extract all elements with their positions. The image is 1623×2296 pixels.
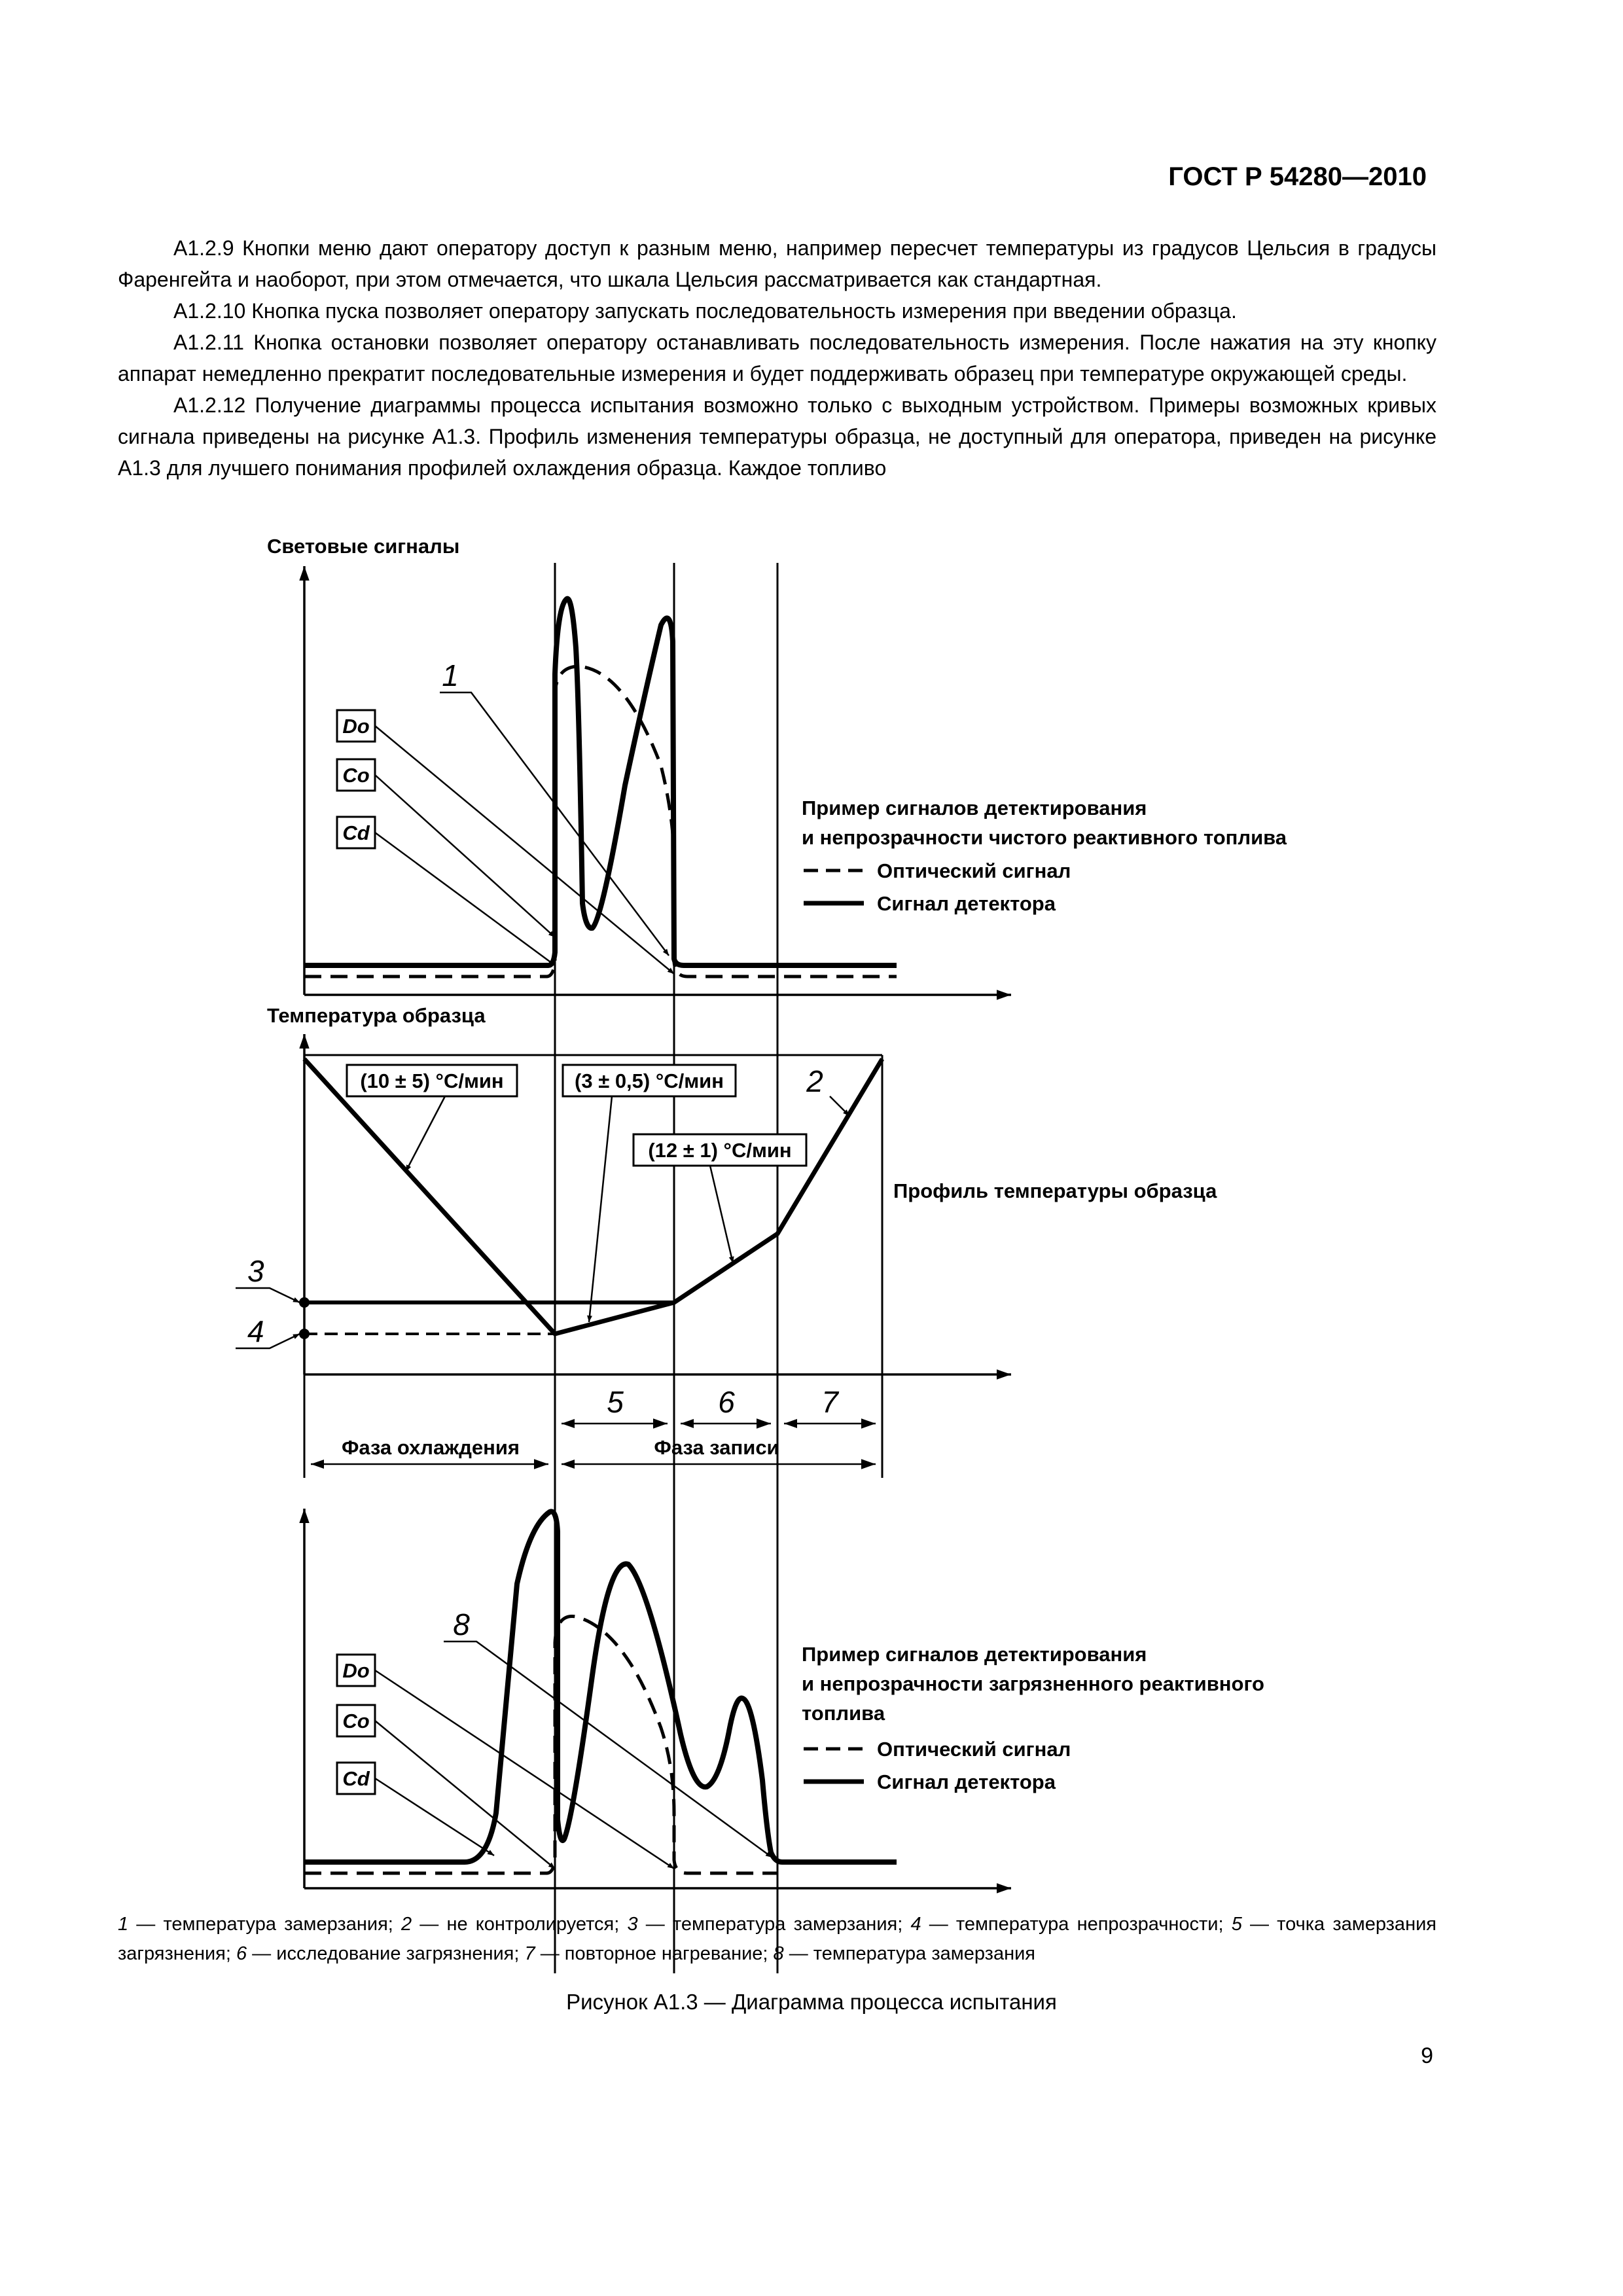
svg-text:Do: Do <box>342 1659 370 1682</box>
key-text: — исследование загрязнения; <box>247 1943 525 1964</box>
rate-box-heating <box>633 1134 806 1166</box>
axis-label-light-signals: Световые сигналы <box>267 535 460 558</box>
key-text: — температура замерзания <box>783 1943 1036 1964</box>
legend-optical: Оптический сигнал <box>877 859 1071 882</box>
page-number: 9 <box>1421 2043 1433 2068</box>
paragraph: А1.2.10 Кнопка пуска позволяет оператору запускать последовательность измерения при введении образца. <box>173 299 1237 323</box>
phase-recording-label: Фаза записи <box>654 1436 779 1459</box>
rate-box-cooling <box>347 1065 517 1096</box>
legend-optical: Оптический сигнал <box>877 1738 1071 1761</box>
rate-box-slow <box>563 1065 736 1096</box>
key-text: — температура непрозрачности; <box>921 1914 1232 1935</box>
phase-number-6: 6 <box>718 1385 735 1419</box>
key-number: 1 <box>118 1914 129 1935</box>
middle-panel <box>236 1004 1217 1464</box>
legend-title: Пример сигналов детектирования <box>802 797 1147 819</box>
tag-co <box>337 1705 375 1736</box>
key-text: — не контролируется; <box>412 1914 628 1935</box>
phase-cooling-label: Фаза охлаждения <box>341 1436 520 1459</box>
legend-detector: Сигнал детектора <box>877 892 1056 915</box>
bottom-panel <box>304 1509 1264 1888</box>
callout-4: 4 <box>247 1314 264 1348</box>
phase-guide-lines <box>304 563 882 1973</box>
tag-cd <box>337 817 375 848</box>
key-text: — повторное нагревание; <box>535 1943 774 1964</box>
legend-title: Пример сигналов детектирования <box>802 1643 1147 1666</box>
svg-text:(3 ± 0,5) °С/мин: (3 ± 0,5) °С/мин <box>575 1069 724 1092</box>
key-text: — температура замерзания; <box>128 1914 401 1935</box>
legend-title: и непрозрачности чистого реактивного топлива <box>802 826 1287 849</box>
temperature-profile-curve <box>304 1059 882 1334</box>
figure-key <box>118 1910 1436 1969</box>
key-text: — температура замерзания; <box>637 1914 911 1935</box>
figure-caption: Рисунок А1.3 — Диаграмма процесса испытания <box>566 1990 1057 2014</box>
pointer-4 <box>236 1334 300 1348</box>
callout-1: 1 <box>442 658 459 692</box>
key-number: 4 <box>910 1914 921 1935</box>
legend-title: и непрозрачности загрязненного реактивного <box>802 1672 1264 1695</box>
svg-text:Cd: Cd <box>342 1767 370 1790</box>
callout-2: 2 <box>806 1064 823 1098</box>
tag-co <box>337 759 375 791</box>
callout-3: 3 <box>247 1254 264 1288</box>
key-number: 8 <box>773 1943 784 1964</box>
pointer-3 <box>236 1288 300 1302</box>
paragraph: А1.2.12 Получение диаграммы процесса испытания возможно только с выходным устройством. Примеры возможных кривых сигнала приведены на рисунке А1.3. Профиль изменения температуры образца, не доступный для оператора, приведен на рисунке А1.3 для лучшего понимания профилей охлаждения образца. Каждое топливо <box>118 393 1436 480</box>
svg-text:Co: Co <box>342 764 370 787</box>
key-number: 5 <box>1231 1914 1242 1935</box>
paragraph: А1.2.9 Кнопки меню дают оператору доступ к разным меню, например пересчет температуры из градусов Цельсия в градусы Фаренгейта и наоборот, при этом отмечается, что шкала Цельсия рассматривается как стандартная. <box>118 236 1436 291</box>
rate-pointers <box>406 1096 849 1322</box>
legend-detector: Сигнал детектора <box>877 1770 1056 1793</box>
phase-number-7: 7 <box>821 1385 838 1419</box>
optical-signal-curve <box>304 666 897 977</box>
key-number: 2 <box>401 1914 412 1935</box>
tag-do <box>337 710 375 742</box>
svg-text:Do: Do <box>342 715 370 738</box>
phase-number-5: 5 <box>607 1385 624 1419</box>
key-number: 7 <box>524 1943 535 1964</box>
axis-label-sample-temperature: Температура образца <box>267 1004 486 1027</box>
key-number: 6 <box>236 1943 247 1964</box>
point-3 <box>299 1297 310 1308</box>
tag-pointers <box>375 1641 772 1869</box>
svg-text:(10 ± 5) °С/мин: (10 ± 5) °С/мин <box>360 1069 504 1092</box>
svg-text:Cd: Cd <box>342 821 370 844</box>
svg-text:(12 ± 1) °С/мин: (12 ± 1) °С/мин <box>648 1139 792 1162</box>
key-number: 3 <box>627 1914 638 1935</box>
callout-8: 8 <box>453 1607 470 1641</box>
paragraph: А1.2.11 Кнопка остановки позволяет оператору останавливать последовательность измерения. После нажатия на эту кнопку аппарат немедленно прекратит последовательные измерения и будет поддерживать образец при температуре окружающей среды. <box>118 331 1436 386</box>
point-4 <box>299 1329 310 1339</box>
detector-signal-curve <box>304 599 897 965</box>
legend-title: топлива <box>802 1702 885 1725</box>
profile-label: Профиль температуры образца <box>893 1179 1217 1202</box>
svg-text:Co: Co <box>342 1710 370 1732</box>
tag-cd <box>337 1763 375 1794</box>
tag-pointers <box>375 692 674 974</box>
tag-do <box>337 1655 375 1686</box>
document-header: ГОСТ Р 54280—2010 <box>1168 162 1427 191</box>
key-text: — точка замерзания загрязнения; <box>118 1914 1436 1964</box>
